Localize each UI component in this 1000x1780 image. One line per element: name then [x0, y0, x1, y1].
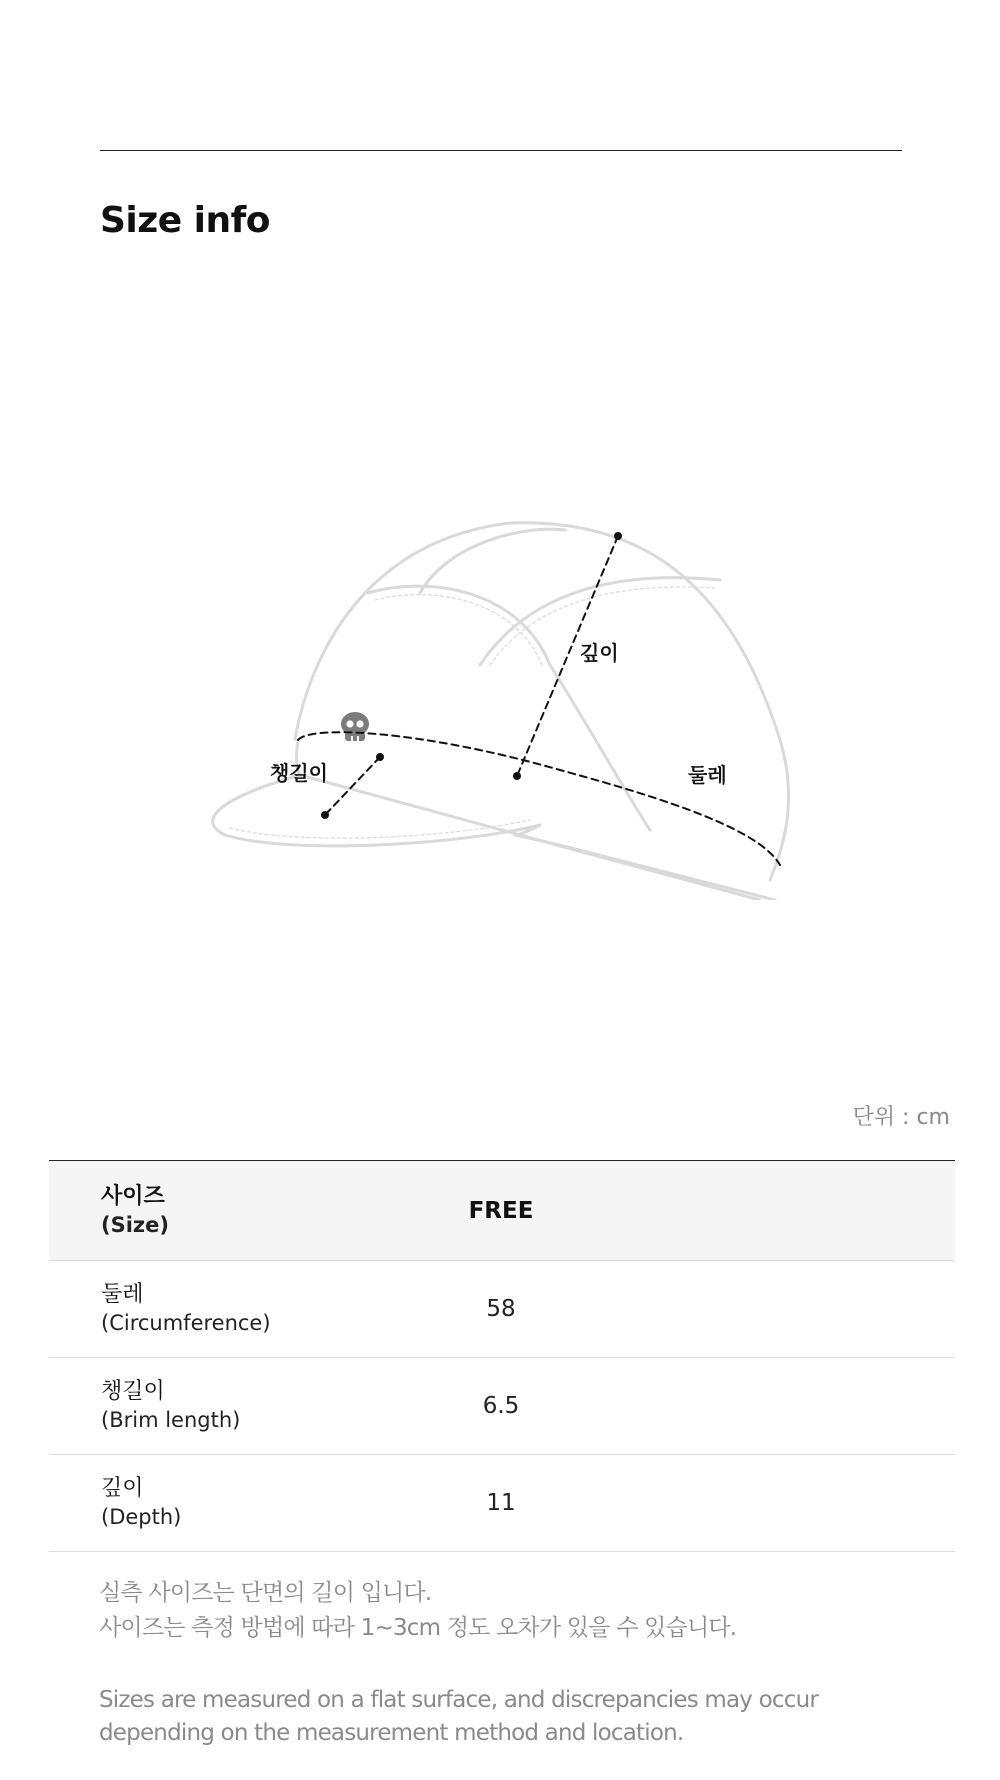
size-notes: [99, 1576, 939, 1750]
cap-seam-left: [368, 586, 550, 665]
brim-line: [325, 757, 380, 815]
cap-body-outline: [295, 523, 789, 880]
brim-top-dot: [376, 753, 384, 761]
header-size-value: FREE: [468, 1197, 534, 1224]
table-row-brim-length: [49, 1358, 955, 1455]
size-table: [49, 1160, 955, 1552]
table-row-circumference: [49, 1261, 955, 1358]
cap-stitch-1: [375, 595, 542, 665]
depth-bottom-dot: [513, 772, 521, 780]
cap-seam-center: [550, 665, 650, 830]
row-label-en: (Circumference): [101, 1311, 271, 1335]
row-label-cell: [49, 1280, 411, 1338]
row-label-ko: 깊이: [101, 1476, 144, 1501]
header-label-cell: [49, 1182, 411, 1240]
brim-bottom-dot: [321, 811, 329, 819]
note-en: Sizes are measured on a flat surface, and discrepancies may occur depending on the measurement method and location.: [99, 1687, 819, 1746]
row-label-en: (Depth): [101, 1505, 182, 1529]
cap-brim: [213, 775, 540, 846]
cap-measurement-diagram: [200, 500, 800, 900]
note-ko-line-1: 실측 사이즈는 단면의 길이 입니다.: [99, 1580, 432, 1606]
row-label-cell: [49, 1474, 411, 1532]
row-label-ko: 챙길이: [101, 1379, 165, 1404]
table-row-depth: [49, 1455, 955, 1552]
header-label-ko: 사이즈: [101, 1183, 165, 1209]
unit-label: 단위 : cm: [852, 1105, 950, 1130]
page-title: Size info: [100, 200, 271, 241]
section-divider: [100, 150, 902, 151]
header-label-en: (Size): [101, 1212, 169, 1237]
depth-top-dot: [614, 532, 622, 540]
row-label-cell: [49, 1377, 411, 1435]
brand-logo-icon: [341, 712, 369, 741]
depth-label: 깊이: [580, 641, 619, 665]
cap-brim-edge: [515, 835, 775, 900]
row-value: 6.5: [482, 1393, 520, 1419]
row-label-ko: 둘레: [101, 1282, 144, 1307]
brim-label: 챙길이: [270, 761, 328, 785]
circumference-label: 둘레: [688, 763, 727, 787]
note-ko-line-2: 사이즈는 측정 방법에 따라 1~3cm 정도 오차가 있을 수 있습니다.: [99, 1615, 737, 1641]
row-value: 11: [486, 1490, 516, 1516]
row-value: 58: [486, 1296, 516, 1322]
row-label-en: (Brim length): [101, 1408, 241, 1432]
table-header-row: [49, 1161, 955, 1261]
